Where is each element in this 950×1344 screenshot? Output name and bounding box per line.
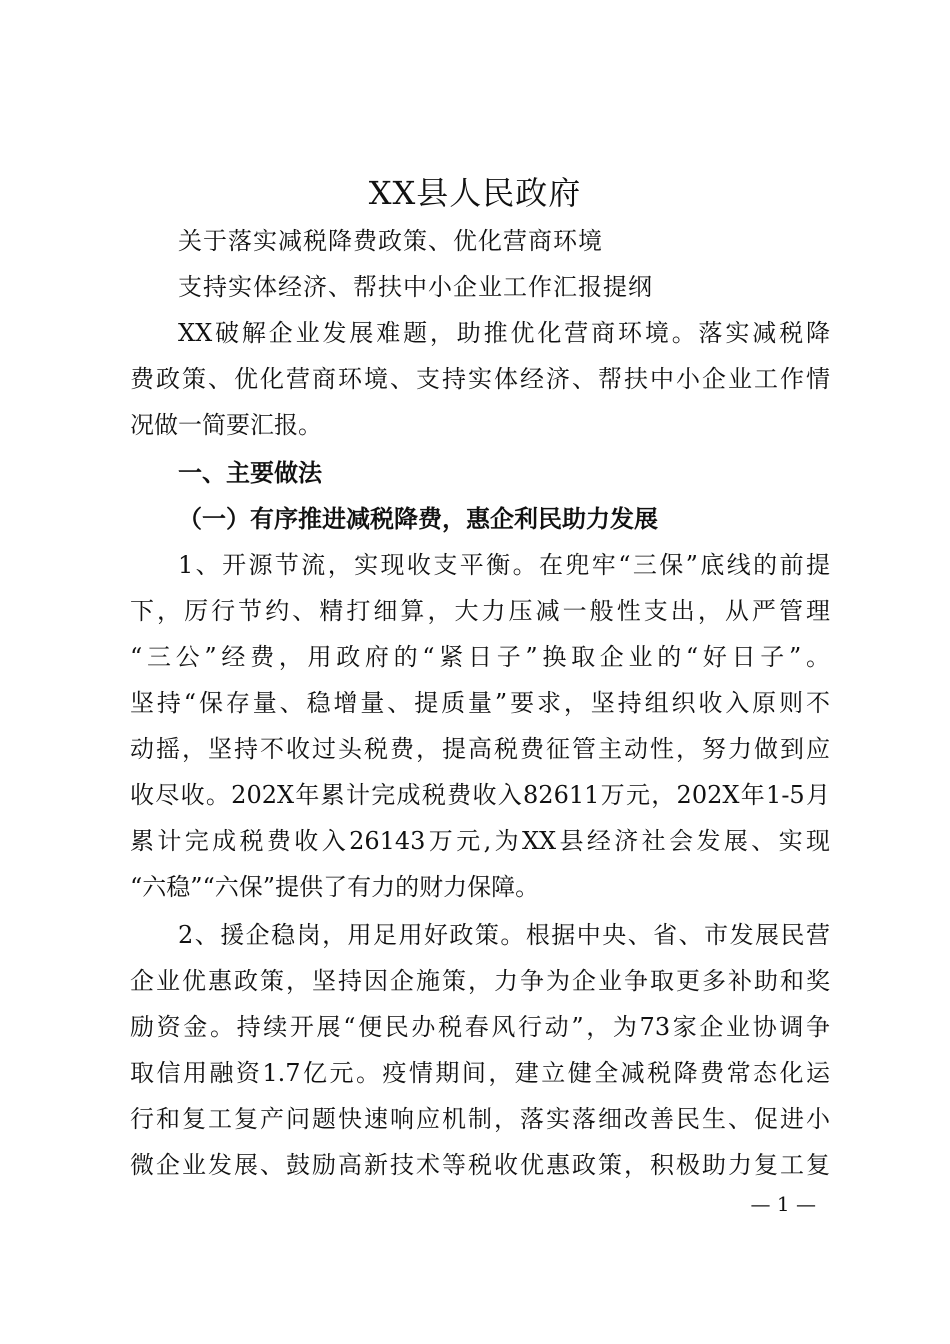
item2-paragraph-line: 行和复工复产问题快速响应机制，落实落细改善民生、促进小 <box>130 1105 830 1133</box>
subtitle-line: 关于落实减税降费政策、优化营商环境 <box>178 227 603 255</box>
item1-paragraph-line: 下，厉行节约、精打细算，大力压减一般性支出，从严管理 <box>130 597 830 625</box>
item1-paragraph-line: “三公”经费，用政府的“紧日子”换取企业的“好日子”。 <box>130 643 830 671</box>
item2-paragraph-line: 微企业发展、鼓励高新技术等税收优惠政策，积极助力复工复 <box>130 1151 830 1179</box>
subsection-heading: （一）有序推进减税降费，惠企利民助力发展 <box>178 504 658 533</box>
intro-paragraph-line: XX破解企业发展难题，助推优化营商环境。落实减税降 <box>178 319 830 347</box>
page-number: — 1 — <box>750 1192 816 1216</box>
item1-paragraph-line: 收尽收。202X年累计完成税费收入82611万元，202X年1-5月 <box>130 781 830 809</box>
item2-paragraph-line: 励资金。持续开展“便民办税春风行动”，为73家企业协调争 <box>130 1013 830 1041</box>
item1-paragraph-line: 动摇，坚持不收过头税费，提高税费征管主动性，努力做到应 <box>130 735 830 763</box>
intro-paragraph-line: 况做一简要汇报。 <box>130 411 322 439</box>
item2-paragraph-line: 取信用融资1.7亿元。疫情期间，建立健全减税降费常态化运 <box>130 1059 830 1087</box>
item1-paragraph-line: 1、开源节流，实现收支平衡。在兜牢“三保”底线的前提 <box>178 551 830 579</box>
intro-paragraph-line: 费政策、优化营商环境、支持实体经济、帮扶中小企业工作情 <box>130 365 830 393</box>
item2-paragraph-line: 2、援企稳岗，用足用好政策。根据中央、省、市发展民营 <box>178 921 830 949</box>
section-heading: 一、主要做法 <box>178 459 322 487</box>
item1-paragraph-line: “六稳”“六保”提供了有力的财力保障。 <box>130 873 540 901</box>
item1-paragraph-line: 累计完成税费收入26143万元,为XX县经济社会发展、实现 <box>130 827 830 855</box>
item1-paragraph-line: 坚持“保存量、稳增量、提质量”要求，坚持组织收入原则不 <box>130 689 830 717</box>
document-title: XX县人民政府 <box>368 174 582 212</box>
item2-paragraph-line: 企业优惠政策，坚持因企施策，力争为企业争取更多补助和奖 <box>130 967 830 995</box>
subtitle-line: 支持实体经济、帮扶中小企业工作汇报提纲 <box>178 273 653 301</box>
